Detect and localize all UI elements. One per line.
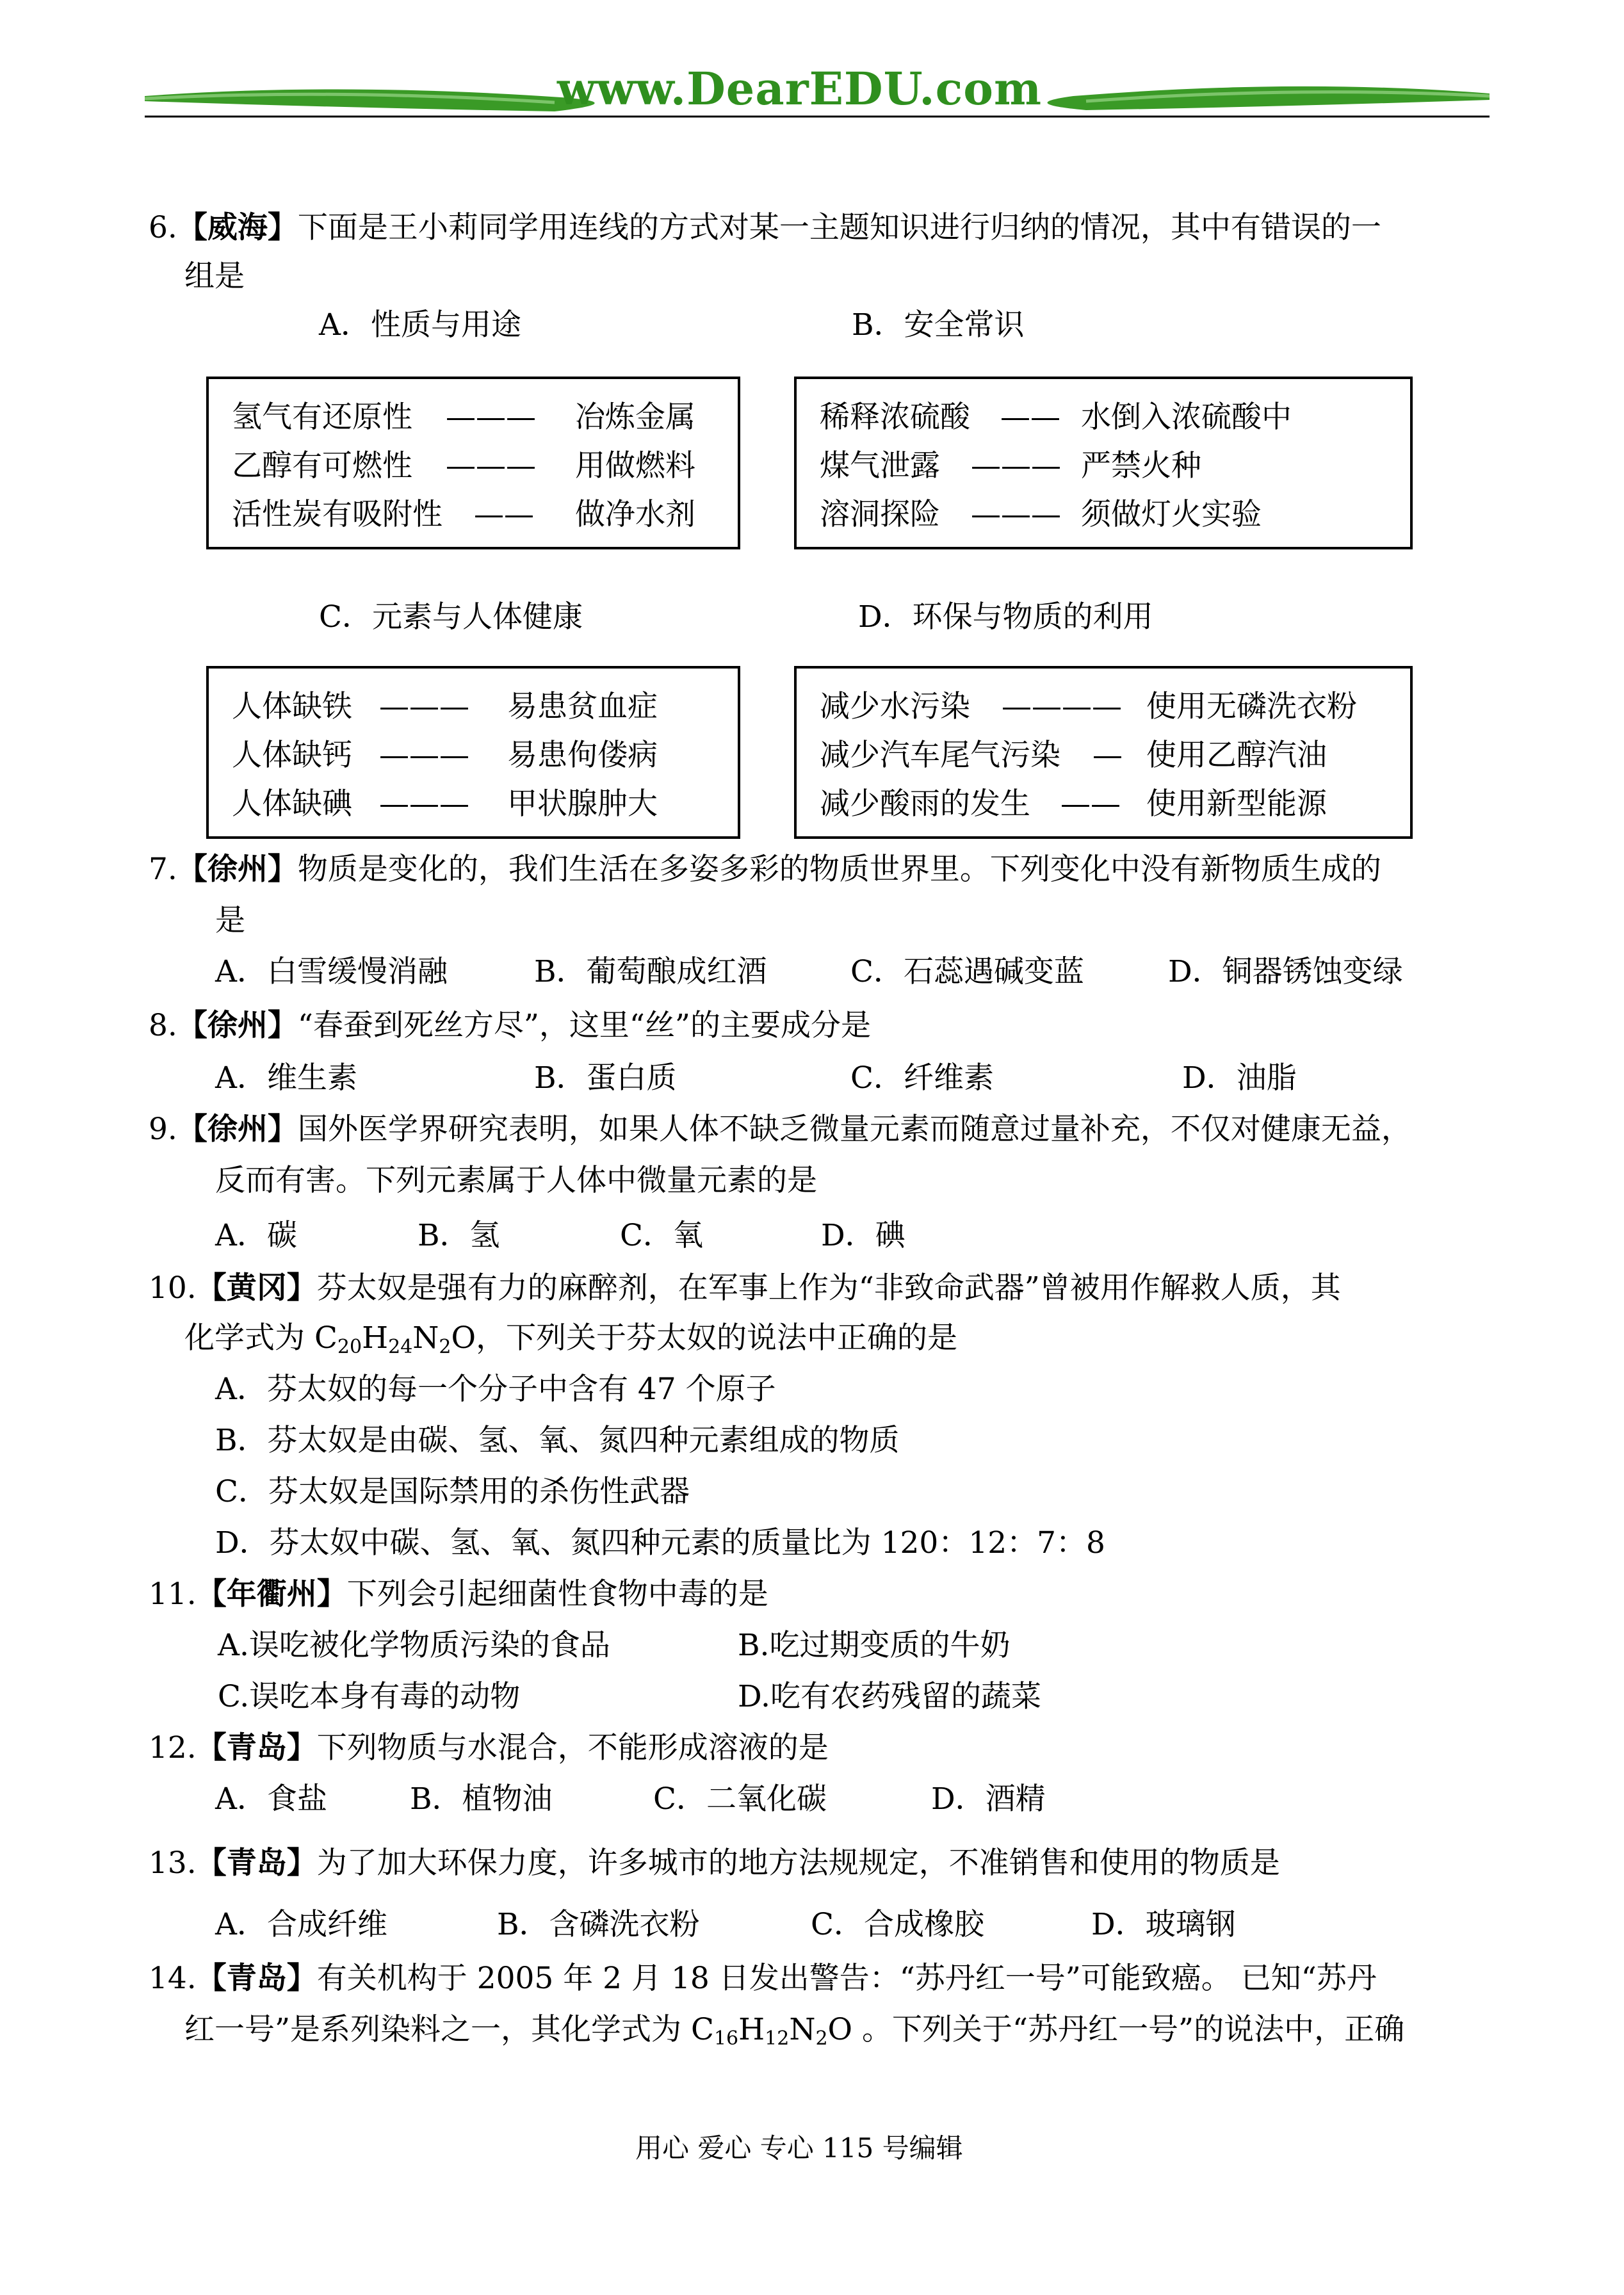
q6-a-row-2-right: 用做燃料	[575, 448, 695, 483]
q8-option-c: C．纤维素	[850, 1060, 994, 1096]
q6-c-row-1: 人体缺铁	[232, 689, 352, 724]
q12-stem-text: 下列物质与水混合，不能形成溶液的是	[316, 1730, 829, 1765]
q11-option-d: D.吃有农药残留的蔬菜	[738, 1679, 1041, 1714]
q14-formula: $C_{16}H_{12}N_2O$	[690, 2012, 853, 2050]
site-logo: www.DearEDU.com	[557, 62, 1043, 115]
q6-c-row-2: 人体缺钙	[232, 738, 352, 773]
q6-a-row-1-dash: ———	[446, 400, 536, 435]
q6-c-row-1-dash: ———	[379, 689, 469, 724]
q10-stem-line1	[149, 1270, 1341, 1306]
q7-option-d: D．铜器锈蚀变绿	[1168, 954, 1403, 989]
q6-group-d-box	[794, 666, 1413, 839]
q6-group-b-box	[794, 377, 1413, 549]
q6-b-row-1-right: 水倒入浓硫酸中	[1081, 400, 1292, 435]
q11-option-c: C.误吃本身有毒的动物	[218, 1679, 521, 1714]
q7-stem-line1	[149, 852, 1381, 887]
q8-source: 【徐州】	[177, 1008, 298, 1043]
q6-c-row-3: 人体缺碘	[232, 786, 352, 822]
q12-number: 12.	[149, 1730, 197, 1765]
q8-option-a: A．维生素	[215, 1060, 357, 1096]
q11-source: 【年衢州】	[196, 1577, 347, 1612]
q6-b-row-2-right: 严禁火种	[1081, 448, 1201, 483]
q11-stem-text: 下列会引起细菌性食物中毒的是	[346, 1577, 768, 1612]
q7-source: 【徐州】	[177, 852, 298, 887]
q14-stem-line2: 红一号”是系列染料之一，其化学式为 $C_{16}H_{12}N_2O$ 。下列关于“苏丹红一号”的说法中，正确	[184, 2012, 1405, 2050]
q10-stem-line2: 化学式为 $C_{20}H_{24}N_2O$，下列关于芬太奴的说法中正确的是	[184, 1320, 958, 1358]
q13-option-a: A．合成纤维	[215, 1907, 387, 1942]
q7-option-b: B．葡萄酿成红酒	[534, 954, 767, 989]
q8-option-b: B．蛋白质	[534, 1060, 677, 1096]
q6-group-d-title: D．环保与物质的利用	[858, 599, 1153, 635]
q6-b-row-1: 稀释浓硫酸	[820, 400, 970, 435]
q9-option-b: B．氢	[418, 1218, 500, 1253]
q6-c-row-1-right: 易患贫血症	[507, 689, 658, 724]
q12-option-d: D．酒精	[931, 1781, 1046, 1817]
q6-group-c-title: C．元素与人体健康	[319, 599, 583, 635]
q10-source: 【黄冈】	[196, 1270, 317, 1306]
q12-option-a: A．食盐	[215, 1781, 327, 1817]
q6-group-a-box	[206, 377, 740, 549]
q7-option-a: A．白雪缓慢消融	[215, 954, 448, 989]
q6-number: 6.	[149, 210, 177, 245]
q6-b-row-3-dash: ———	[971, 497, 1061, 532]
q9-stem-text: 国外医学界研究表明，如果人体不缺乏微量元素而随意过量补充，不仅对健康无益，	[297, 1112, 1411, 1147]
q7-number: 7.	[149, 852, 177, 887]
q6-c-row-3-dash: ———	[379, 786, 469, 822]
q6-b-row-3-right: 须做灯火实验	[1081, 497, 1262, 532]
q11-stem-line1	[149, 1577, 768, 1612]
q12-stem-line1	[149, 1730, 829, 1765]
q7-stem-text: 物质是变化的，我们生活在多姿多彩的物质世界里。下列变化中没有新物质生成的	[297, 852, 1381, 887]
q9-number: 9.	[149, 1112, 177, 1147]
q10-formula: $C_{20}H_{24}N_2O$	[314, 1320, 476, 1358]
q14-stem-line1	[149, 1961, 1377, 1996]
q9-stem-line2: 反而有害。下列元素属于人体中微量元素的是	[215, 1163, 817, 1198]
q6-source: 【威海】	[177, 210, 298, 245]
q6-stem-text: 下面是王小莉同学用连线的方式对某一主题知识进行归纳的情况，其中有错误的一	[297, 210, 1381, 245]
q9-source: 【徐州】	[177, 1112, 298, 1147]
q13-stem-text: 为了加大环保力度，许多城市的地方法规规定，不准销售和使用的物质是	[316, 1845, 1280, 1881]
q6-b-row-1-dash: ——	[1000, 400, 1060, 435]
q9-option-a: A．碳	[215, 1218, 297, 1253]
q11-option-b: B.吃过期变质的牛奶	[738, 1628, 1011, 1663]
q6-d-row-1-dash: ————	[1002, 689, 1122, 724]
q13-number: 13.	[149, 1845, 197, 1881]
q6-d-row-3-right: 使用新型能源	[1146, 786, 1327, 822]
q8-option-d: D．油脂	[1182, 1060, 1297, 1096]
q11-number: 11.	[149, 1577, 197, 1612]
q8-stem-line1	[149, 1010, 871, 1041]
q6-a-row-2: 乙醇有可燃性	[232, 448, 412, 483]
q13-source: 【青岛】	[196, 1845, 317, 1881]
q13-option-b: B．含磷洗衣粉	[497, 1907, 700, 1942]
q7-stem-line2: 是	[215, 903, 245, 938]
q14-number: 14.	[149, 1961, 197, 1996]
q12-option-b: B．植物油	[410, 1781, 553, 1817]
q10-option-c: C．芬太奴是国际禁用的杀伤性武器	[215, 1474, 690, 1509]
q6-stem-line1	[149, 210, 1381, 245]
q11-option-a: A.误吃被化学物质污染的食品	[218, 1628, 610, 1663]
q6-d-row-3: 减少酸雨的发生	[820, 786, 1030, 822]
page-footer: 用心 爱心 专心 115 号编辑	[635, 2132, 963, 2164]
q6-c-row-2-right: 易患佝偻病	[507, 738, 658, 773]
q10-option-a: A．芬太奴的每一个分子中含有 47 个原子	[215, 1372, 776, 1407]
q6-a-row-1-right: 冶炼金属	[575, 400, 695, 435]
q6-a-row-3: 活性炭有吸附性	[232, 497, 443, 532]
q6-stem-line2: 组是	[184, 259, 245, 294]
q7-option-c: C．石蕊遇碱变蓝	[850, 954, 1084, 989]
q10-option-b: B．芬太奴是由碳、氢、氧、氮四种元素组成的物质	[215, 1423, 900, 1458]
q6-b-row-2: 煤气泄露	[820, 448, 940, 483]
q6-a-row-3-dash: ——	[474, 497, 534, 532]
q6-a-row-2-dash: ———	[446, 448, 536, 483]
q10-option-d: D．芬太奴中碳、氢、氧、氮四种元素的质量比为 120：12：7：8	[215, 1525, 1105, 1561]
q6-d-row-3-dash: ——	[1060, 786, 1121, 822]
q14-stem-text: 有关机构于 2005 年 2 月 18 日发出警告：“苏丹红一号”可能致癌。 已知“苏丹	[316, 1961, 1377, 1996]
q6-c-row-3-right: 甲状腺肿大	[507, 786, 658, 822]
q6-group-a-title: A．性质与用途	[319, 307, 521, 343]
q9-option-c: C．氧	[620, 1218, 703, 1253]
q8-number: 8.	[149, 1008, 177, 1043]
q6-group-b-title: B．安全常识	[852, 307, 1025, 343]
q9-option-d: D．碘	[821, 1218, 905, 1253]
q10-number: 10.	[149, 1270, 197, 1306]
q14-source: 【青岛】	[196, 1961, 317, 1996]
q13-stem-line1	[149, 1845, 1280, 1881]
q9-stem-line1	[149, 1112, 1411, 1147]
q6-d-row-1: 减少水污染	[820, 689, 970, 724]
q6-a-row-1: 氢气有还原性	[232, 400, 412, 435]
q13-option-c: C．合成橡胶	[811, 1907, 984, 1942]
q6-b-row-2-dash: ———	[971, 448, 1061, 483]
q6-group-c-box	[206, 666, 740, 839]
q13-option-d: D．玻璃钢	[1091, 1907, 1236, 1942]
q12-option-c: C．二氧化碳	[653, 1781, 827, 1817]
q8-stem-text: “春蚕到死丝方尽”，这里“丝”的主要成分是	[297, 1008, 871, 1043]
q12-source: 【青岛】	[196, 1730, 317, 1765]
q6-c-row-2-dash: ———	[379, 738, 469, 773]
q6-a-row-3-right: 做净水剂	[575, 497, 695, 532]
q6-d-row-1-right: 使用无磷洗衣粉	[1146, 689, 1357, 724]
q6-b-row-3: 溶洞探险	[820, 497, 940, 532]
q6-d-row-2: 减少汽车尾气污染	[820, 738, 1060, 773]
q10-stem-text: 芬太奴是强有力的麻醉剂，在军事上作为“非致命武器”曾被用作解救人质，其	[316, 1270, 1341, 1306]
q6-d-row-2-dash: —	[1092, 738, 1123, 773]
q6-d-row-2-right: 使用乙醇汽油	[1146, 738, 1327, 773]
